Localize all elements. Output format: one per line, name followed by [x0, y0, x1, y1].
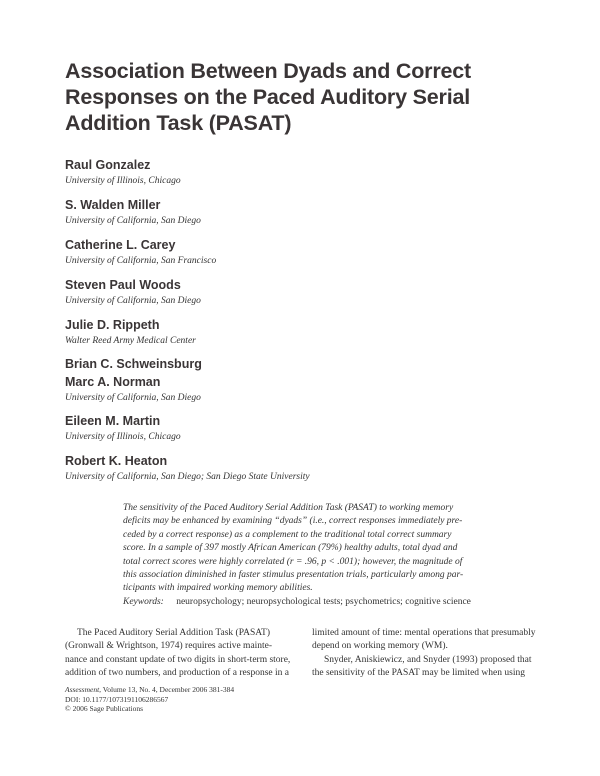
abstract-line: The sensitivity of the Paced Auditory Serial Addition Task (PASAT) to working memory: [123, 503, 454, 513]
journal-name: Assessment,: [65, 685, 102, 694]
body-line: limited amount of time: mental operations that presumably: [312, 628, 536, 638]
publication-footer: [65, 685, 234, 714]
author-affiliation: University of Illinois, Chicago: [65, 432, 181, 442]
author-name: Julie D. Rippeth: [65, 318, 160, 332]
author-name: Steven Paul Woods: [65, 278, 181, 292]
body-line: (Gronwall & Wrightson, 1974) requires active mainte-: [65, 641, 273, 652]
journal-citation: [65, 685, 234, 695]
body-column-left: [65, 627, 297, 681]
title-line: Association Between Dyads and Correct: [65, 59, 471, 83]
body-line: addition of two numbers, and production of a response in a: [65, 668, 289, 679]
author-affiliation: University of California, San Diego: [65, 393, 201, 403]
abstract-line: total correct scores were highly correlated (r = .96, p < .001); however, the magnitude of: [123, 556, 463, 567]
abstract-line: deficits may be enhanced by examining “dyads” (i.e., correct responses immediately pre-: [123, 516, 463, 527]
body-line: the sensitivity of the PASAT may be limited when using: [312, 668, 525, 679]
keywords-label: Keywords:: [123, 597, 164, 607]
journal-volume: Volume 13, No. 4, December 2006 381-384: [101, 685, 235, 694]
abstract-line: ceded by a correct response) as a complement to the traditional total correct summary: [123, 529, 452, 540]
doi: DOI: 10.1177/1073191106286567: [65, 694, 169, 704]
author-affiliation: University of California, San Diego: [65, 296, 201, 306]
body-line: Snyder, Aniskiewicz, and Snyder (1993) proposed that: [324, 654, 532, 665]
title-line: Addition Task (PASAT): [65, 111, 292, 135]
body-line: nance and constant update of two digits in short-term store,: [65, 654, 291, 665]
author-name: Catherine L. Carey: [65, 238, 176, 252]
author-name: Eileen M. Martin: [65, 414, 161, 428]
abstract-line: ticipants with impaired working memory abilities.: [123, 583, 313, 594]
author-affiliation: University of Illinois, Chicago: [65, 176, 181, 186]
keywords-text: neuropsychology; neuropsychological tests; psychometrics; cognitive science: [176, 597, 471, 607]
title-line: Responses on the Paced Auditory Serial: [65, 85, 470, 109]
abstract-line: this association diminished in faster stimulus presentation trials, particularly among par-: [123, 570, 464, 581]
body-line: The Paced Auditory Serial Addition Task (PASAT): [77, 628, 271, 638]
body-column-right: [312, 627, 544, 681]
author-affiliation: University of California, San Diego: [65, 216, 201, 226]
article-title: [65, 58, 545, 136]
author-name: Robert K. Heaton: [65, 454, 168, 468]
abstract: [123, 502, 485, 596]
abstract-line: score. In a sample of 397 mostly African American (79%) healthy adults, total dyad and: [123, 543, 458, 554]
author-name: Raul Gonzalez: [65, 158, 151, 172]
keywords: [123, 597, 471, 607]
copyright: © 2006 Sage Publications: [65, 704, 143, 713]
author-affiliation: University of California, San Francisco: [65, 256, 217, 266]
body-line: depend on working memory (WM).: [312, 641, 448, 652]
author-name: Marc A. Norman: [65, 375, 161, 389]
author-name: Brian C. Schweinsburg: [65, 357, 202, 371]
author-affiliation: University of California, San Diego; San Diego State University: [65, 472, 310, 482]
author-name: S. Walden Miller: [65, 198, 161, 212]
author-affiliation: Walter Reed Army Medical Center: [65, 336, 196, 346]
